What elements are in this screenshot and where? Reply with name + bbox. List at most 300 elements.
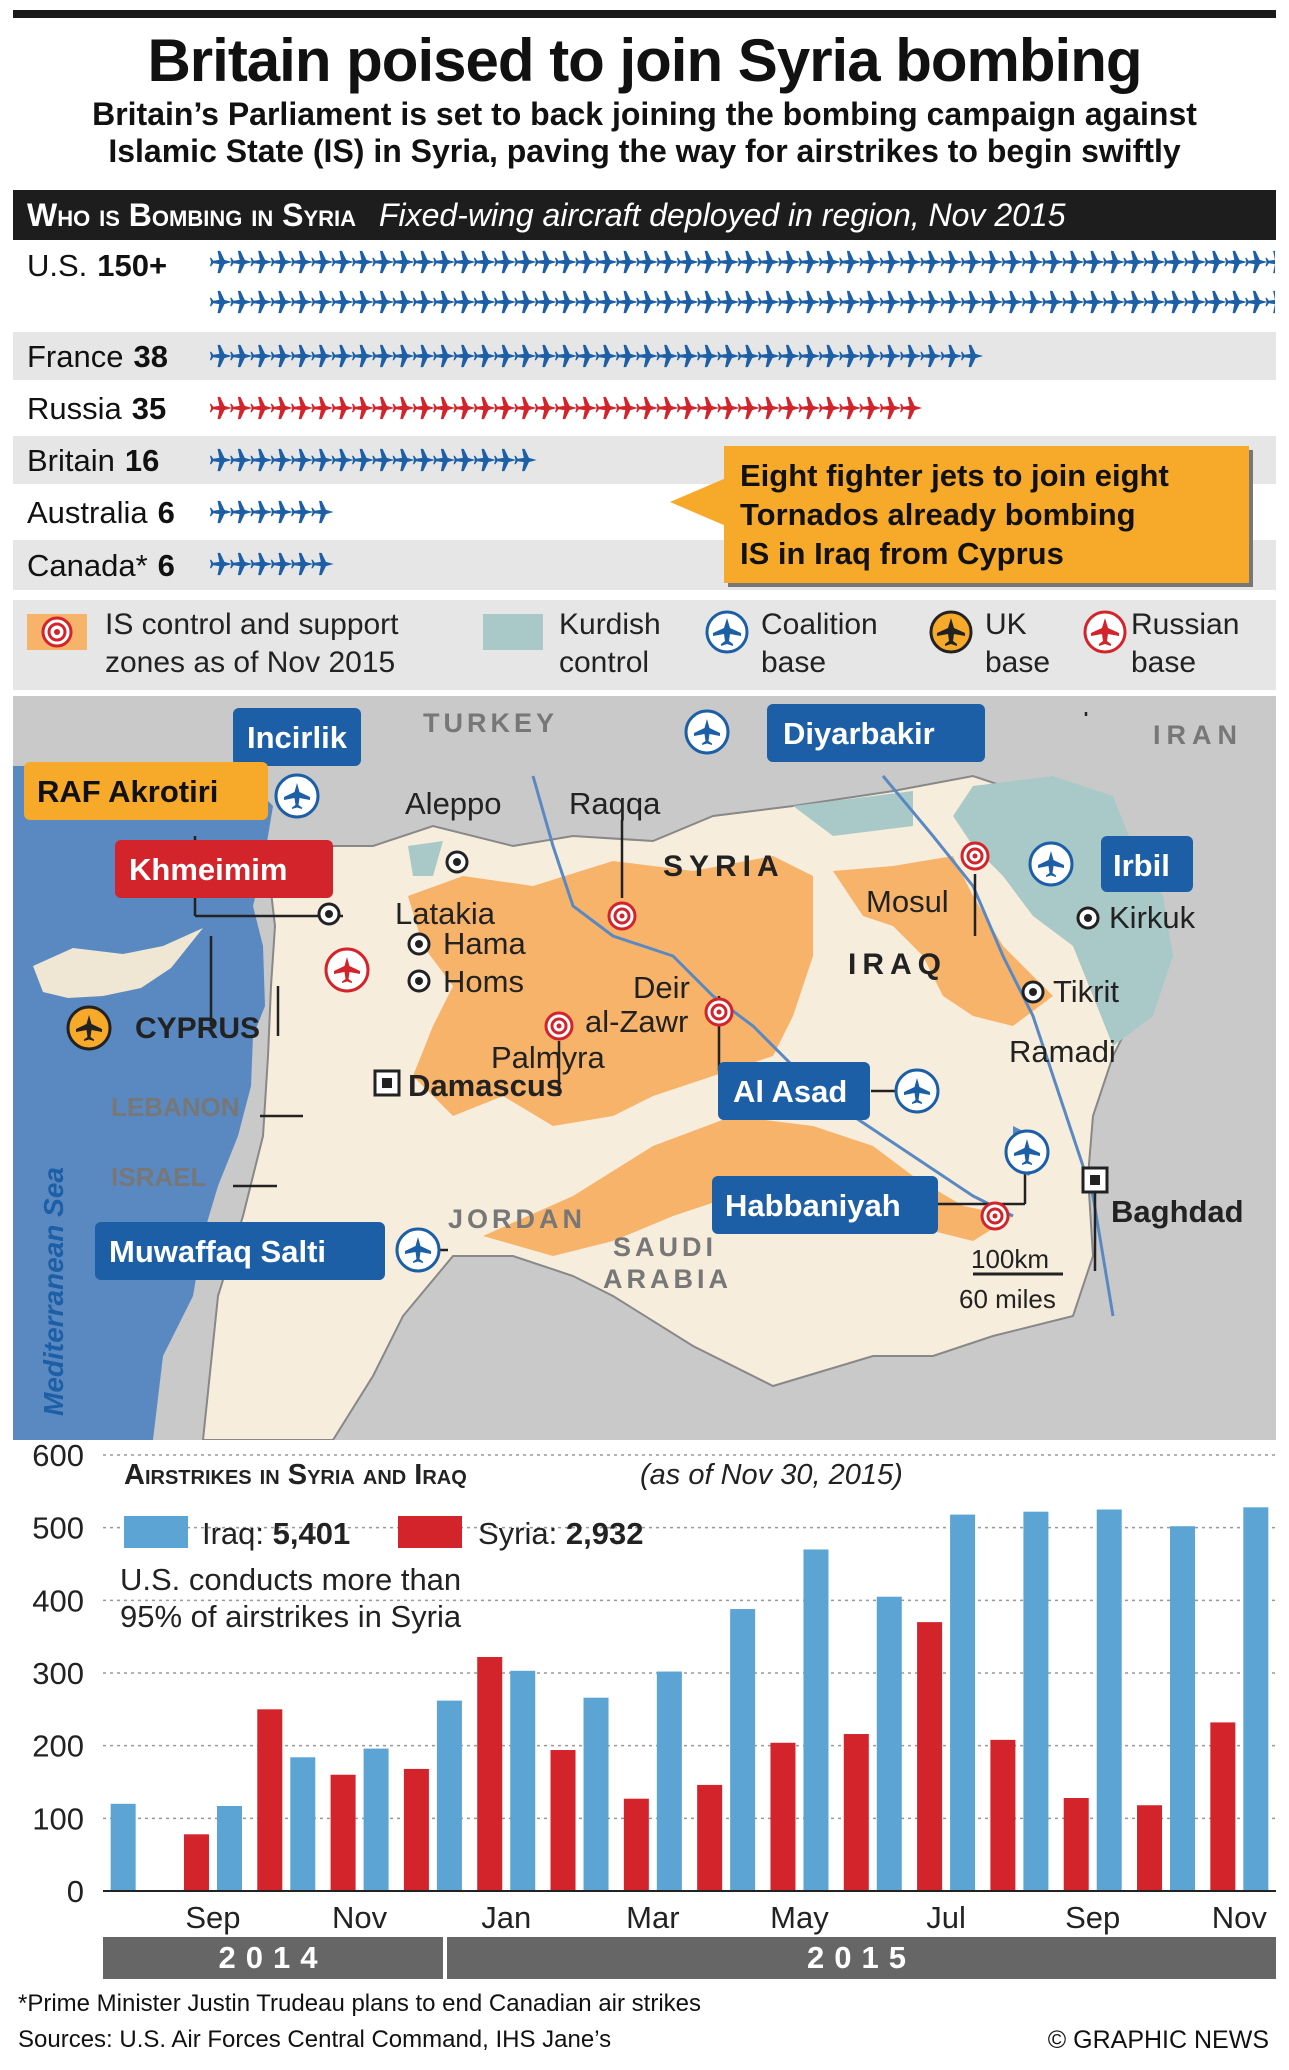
aircraft-icon [717, 251, 739, 273]
aircraft-icon [859, 345, 881, 367]
aircraft-icon [596, 397, 618, 419]
syria-bar [551, 1750, 576, 1891]
legend-is-line-2: zones as of Nov 2015 [105, 646, 396, 679]
aircraft-icon [799, 345, 821, 367]
city-baghdad: Baghdad [1111, 1194, 1244, 1229]
aircraft-icon [717, 397, 739, 419]
aircraft-icon [799, 291, 821, 313]
aircraft-icon [636, 345, 658, 367]
aircraft-icon [393, 449, 415, 471]
aircraft-icon [920, 345, 942, 367]
aircraft-icon [474, 291, 496, 313]
aircraft-icon [474, 449, 496, 471]
aircraft-icon [656, 291, 678, 313]
aircraft-icon [738, 397, 760, 419]
aircraft-icon [393, 291, 415, 313]
syria-bar [477, 1657, 502, 1891]
iraq-bar [437, 1701, 462, 1891]
aircraft-icon [514, 345, 536, 367]
aircraft-icon [1042, 251, 1064, 273]
aircraft-icon [250, 345, 272, 367]
aircraft-icon [636, 251, 658, 273]
city-deir: Deir [633, 970, 690, 1005]
aircraft-icon [819, 251, 841, 273]
aircraft-icon [941, 345, 963, 367]
aircraft-icon [616, 251, 638, 273]
aircraft-section-title: Who is Bombing in Syria [27, 197, 357, 233]
aircraft-icon [697, 397, 719, 419]
aircraft-icon [1265, 291, 1275, 313]
aircraft-icon [920, 251, 942, 273]
aircraft-icon [271, 251, 293, 273]
aircraft-icon [311, 291, 333, 313]
aircraft-icon [393, 345, 415, 367]
legend-coalition-line-1: Coalition [761, 608, 878, 641]
city-ramadi: Ramadi [1009, 1034, 1116, 1069]
row-france [13, 332, 1276, 382]
aircraft-icon [900, 291, 922, 313]
aircraft-icon [738, 345, 760, 367]
syria-bar [331, 1775, 356, 1891]
aircraft-icon [230, 553, 252, 575]
country-iraq: IRAQ [848, 948, 947, 981]
aircraft-icon [596, 251, 618, 273]
city-kirkuk: Kirkuk [1109, 900, 1196, 935]
legend-uk-line-1: UK [985, 608, 1027, 641]
y-tick-label: 200 [32, 1728, 84, 1764]
jet-icons-france [209, 332, 1275, 382]
legend-kurdish-line-1: Kurdish [559, 608, 661, 641]
aircraft-icon [880, 291, 902, 313]
aircraft-icon [1144, 251, 1166, 273]
syria-bar [844, 1734, 869, 1891]
aircraft-icon [311, 501, 333, 523]
aircraft-icon [271, 501, 293, 523]
y-tick-label: 400 [32, 1583, 84, 1619]
aircraft-icon [271, 449, 293, 471]
coalition-base-icon [1030, 843, 1072, 885]
footnote-canada: *Prime Minister Justin Trudeau plans to end Canadian air strikes [18, 1990, 701, 2017]
aircraft-icon [596, 345, 618, 367]
aircraft-icon [839, 291, 861, 313]
aircraft-icon [981, 251, 1003, 273]
x-tick-label: Sep [1065, 1900, 1121, 1935]
x-tick-label: Nov [1211, 1900, 1267, 1935]
aircraft-icon [575, 291, 597, 313]
row-russia [13, 384, 1276, 434]
aircraft-icon [1225, 251, 1247, 273]
russian-jet-icon [1083, 610, 1127, 654]
year-band-2015: 2015 [447, 1937, 1276, 1979]
aircraft-icon [250, 291, 272, 313]
aircraft-icon [210, 251, 232, 273]
uk-base-icon [68, 1007, 110, 1049]
jet-icons-russia [209, 384, 1275, 434]
aircraft-icon [1062, 291, 1084, 313]
aircraft-icon [453, 397, 475, 419]
headline: Britain poised to join Syria bombing [147, 27, 1142, 94]
aircraft-icon [677, 251, 699, 273]
aircraft-icon [250, 449, 272, 471]
aircraft-icon [880, 251, 902, 273]
iraq-bar [657, 1672, 682, 1891]
aircraft-icon [230, 291, 252, 313]
aircraft-icon [352, 397, 374, 419]
aircraft-icon [839, 251, 861, 273]
aircraft-icon [575, 251, 597, 273]
aircraft-icon [372, 345, 394, 367]
aircraft-icon [799, 251, 821, 273]
aircraft-icon [453, 449, 475, 471]
aircraft-icon [677, 291, 699, 313]
aircraft-icon [1144, 291, 1166, 313]
aircraft-icon [859, 397, 881, 419]
britain-callout [724, 446, 1249, 583]
chart-subtitle: (as of Nov 30, 2015) [640, 1459, 903, 1491]
aircraft-icon [291, 397, 313, 419]
aircraft-icon [311, 553, 333, 575]
y-tick-label: 500 [32, 1510, 84, 1546]
aircraft-icon [656, 251, 678, 273]
aircraft-icon [1083, 291, 1105, 313]
city-tikrit: Tikrit [1053, 974, 1119, 1009]
aircraft-icon [1103, 251, 1125, 273]
target-icon [27, 614, 87, 650]
aircraft-icon [291, 449, 313, 471]
aircraft-icon [291, 553, 313, 575]
aircraft-icon [271, 345, 293, 367]
aircraft-icon [210, 397, 232, 419]
jet-icons-us [209, 242, 1275, 330]
syria-bar [624, 1799, 649, 1891]
aircraft-icon [1225, 291, 1247, 313]
aircraft-icon [372, 251, 394, 273]
aircraft-icon [819, 345, 841, 367]
base-khmeimim: Khmeimim [129, 852, 288, 887]
aircraft-icon [636, 291, 658, 313]
syria-bar [1210, 1722, 1235, 1891]
legend-iraq-swatch [124, 1516, 188, 1548]
aircraft-icon [616, 397, 638, 419]
aircraft-icon [372, 397, 394, 419]
aircraft-icon [311, 449, 333, 471]
aircraft-icon [393, 251, 415, 273]
aircraft-icon [1002, 291, 1024, 313]
aircraft-icon [250, 553, 272, 575]
aircraft-icon [1205, 251, 1227, 273]
legend-is-line-1: IS control and support [105, 608, 399, 641]
legend-syria-label: Syria: 2,932 [478, 1516, 644, 1551]
aircraft-icon [920, 291, 942, 313]
aircraft-icon [1042, 291, 1064, 313]
aircraft-icon [941, 251, 963, 273]
x-tick-label: May [770, 1900, 829, 1935]
iraq-bar [950, 1515, 975, 1891]
y-tick-labels [32, 1440, 84, 1909]
country-lebanon: LEBANON [111, 1092, 240, 1122]
aircraft-icon [291, 501, 313, 523]
y-tick-label: 300 [32, 1656, 84, 1691]
aircraft-icon [535, 291, 557, 313]
syria-bar [404, 1769, 429, 1891]
aircraft-icon [778, 291, 800, 313]
country-jordan: JORDAN [448, 1204, 587, 1234]
syria-bar [990, 1740, 1015, 1891]
top-rule [13, 10, 1276, 18]
aircraft-section-subtitle: Fixed-wing aircraft deployed in region, Nov 2015 [378, 197, 1066, 233]
aircraft-icon [1022, 291, 1044, 313]
aircraft-icon [859, 251, 881, 273]
aircraft-icon [555, 345, 577, 367]
iraq-bar [290, 1757, 315, 1891]
aircraft-icon [291, 345, 313, 367]
aircraft-icon [778, 251, 800, 273]
row-us [13, 242, 1276, 330]
iraq-bar [803, 1549, 828, 1891]
aircraft-icon [758, 291, 780, 313]
x-tick-label: Mar [626, 1900, 680, 1935]
coalition-base-icon [686, 711, 728, 753]
graphic-news-credit: © GRAPHIC NEWS [1047, 2026, 1269, 2054]
callout-line-3: IS in Iraq from Cyprus [740, 536, 1064, 571]
country-label: France 38 [27, 339, 168, 374]
aircraft-icon [433, 449, 455, 471]
country-label: Russia 35 [27, 391, 167, 426]
syria-bar [1137, 1805, 1162, 1891]
aircraft-icon [271, 291, 293, 313]
uk-jet-icon [929, 610, 973, 654]
aircraft-icon [433, 397, 455, 419]
aircraft-icon [210, 345, 232, 367]
aircraft-icon [291, 251, 313, 273]
legend-russian-line-1: Russian [1131, 608, 1240, 641]
aircraft-icon [453, 291, 475, 313]
country-label: Australia 6 [27, 495, 175, 530]
subhead-line-1: Britain’s Parliament is set to back joining the bombing campaign against [92, 96, 1197, 132]
aircraft-icon [555, 251, 577, 273]
aircraft-icon [372, 449, 394, 471]
syria-bar [257, 1709, 282, 1891]
country-cyprus: CYPRUS [135, 1012, 261, 1045]
aircraft-icon [900, 251, 922, 273]
aircraft-icon [656, 345, 678, 367]
iraq-bar [1243, 1507, 1268, 1891]
aircraft-icon [555, 397, 577, 419]
aircraft-icon [210, 501, 232, 523]
aircraft-icon [535, 397, 557, 419]
aircraft-icon [352, 251, 374, 273]
aircraft-icon [799, 397, 821, 419]
coalition-base-icon [397, 1229, 439, 1271]
syria-bar [1064, 1798, 1089, 1891]
country-label: Canada* 6 [27, 548, 175, 583]
aircraft-icon [697, 345, 719, 367]
aircraft-icon [332, 251, 354, 273]
aircraft-icon [433, 345, 455, 367]
aircraft-icon [880, 397, 902, 419]
coalition-base-icon [276, 775, 318, 817]
aircraft-icon [250, 251, 272, 273]
base-diyarbakir: Diyarbakir [783, 716, 935, 751]
callout-line-1: Eight fighter jets to join eight [740, 458, 1169, 493]
aircraft-icon [1083, 251, 1105, 273]
aircraft-icon [1123, 251, 1145, 273]
chart-title: Airstrikes in Syria and Iraq [124, 1459, 467, 1491]
aircraft-icon [311, 251, 333, 273]
aircraft-icon [514, 291, 536, 313]
aircraft-icon [372, 291, 394, 313]
map-legend [13, 600, 1276, 690]
aircraft-icon [961, 291, 983, 313]
aircraft-icon [1184, 291, 1206, 313]
x-tick-labels [185, 1900, 1267, 1935]
aircraft-icon [1184, 251, 1206, 273]
coalition-base-icon [1006, 1131, 1048, 1173]
aircraft-icon [210, 449, 232, 471]
aircraft-icon [738, 291, 760, 313]
aircraft-icon [474, 397, 496, 419]
aircraft-icon [616, 345, 638, 367]
aircraft-icon [859, 291, 881, 313]
chart-note-line-1: U.S. conducts more than [120, 1562, 462, 1597]
aircraft-icon [514, 251, 536, 273]
kurdish-swatch [483, 614, 543, 650]
syria-bar [697, 1785, 722, 1891]
country-label: U.S. 150+ [27, 248, 168, 283]
aircraft-icon [352, 291, 374, 313]
aircraft-icon [230, 345, 252, 367]
aircraft-icon [677, 397, 699, 419]
legend-syria-swatch [398, 1516, 462, 1548]
aircraft-icon [778, 397, 800, 419]
iraq-bar [1170, 1526, 1195, 1891]
aircraft-icon [677, 345, 699, 367]
country-saudi: SAUDI [613, 1232, 718, 1262]
aircraft-icon [332, 449, 354, 471]
aircraft-icon [230, 501, 252, 523]
aircraft-icon [555, 291, 577, 313]
aircraft-icon [311, 397, 333, 419]
aircraft-icon [413, 291, 435, 313]
aircraft-icon [758, 397, 780, 419]
x-tick-label: Jan [481, 1900, 532, 1935]
airstrikes-chart [0, 1440, 1289, 1980]
aircraft-icon [819, 291, 841, 313]
iraq-bar [1097, 1510, 1122, 1892]
aircraft-icon [738, 251, 760, 273]
aircraft-icon [575, 397, 597, 419]
aircraft-icon [1265, 251, 1275, 273]
aircraft-icon [311, 345, 333, 367]
aircraft-icon [1164, 291, 1186, 313]
aircraft-icon [981, 291, 1003, 313]
legend-uk-line-2: base [985, 646, 1051, 679]
aircraft-icon [210, 553, 232, 575]
aircraft-icon [819, 397, 841, 419]
country-iran: IRAN [1153, 720, 1243, 750]
aircraft-icon [352, 449, 374, 471]
country-syria: SYRIA [663, 850, 785, 883]
city-mosul: Mosul [866, 884, 949, 919]
coalition-base-icon [896, 1070, 938, 1112]
iraq-bar [584, 1698, 609, 1891]
aircraft-icon [758, 345, 780, 367]
y-tick-label: 600 [32, 1440, 84, 1473]
aircraft-icon [1164, 251, 1186, 273]
aircraft-icon [778, 345, 800, 367]
base-muwaffaq-salti: Muwaffaq Salti [109, 1234, 327, 1269]
city-alzawr: al-Zawr [585, 1004, 689, 1039]
iraq-bar [510, 1671, 535, 1891]
aircraft-icon [514, 449, 536, 471]
aircraft-icon [1205, 291, 1227, 313]
aircraft-icon [230, 397, 252, 419]
aircraft-icon [616, 291, 638, 313]
aircraft-icon [474, 251, 496, 273]
country-label: Britain 16 [27, 443, 160, 478]
aircraft-icon [352, 345, 374, 367]
year-band-2014: 2014 [103, 1937, 443, 1979]
y-tick-label: 100 [32, 1801, 84, 1837]
aircraft-icon [717, 345, 739, 367]
scale-miles: 60 miles [959, 1284, 1056, 1314]
city-damascus: Damascus [408, 1068, 564, 1103]
city-palmyra: Palmyra [491, 1040, 605, 1075]
russian-base-icon [326, 949, 368, 991]
y-tick-label: 0 [66, 1874, 84, 1909]
aircraft-icon [880, 345, 902, 367]
scale-km: 100km [971, 1244, 1050, 1274]
city-latakia: Latakia [395, 896, 495, 931]
aircraft-icon [697, 251, 719, 273]
aircraft-icon [494, 291, 516, 313]
aircraft-icon [413, 397, 435, 419]
x-tick-label: Jul [926, 1900, 966, 1935]
aircraft-icon [514, 397, 536, 419]
iraq-bar [111, 1804, 136, 1891]
country-turkey: TURKEY [423, 708, 559, 738]
aircraft-icon [961, 251, 983, 273]
sea-label: Mediterranean Sea [38, 1167, 69, 1416]
city-homs: Homs [443, 964, 524, 999]
syria-bar [917, 1622, 942, 1891]
aircraft-icon [535, 345, 557, 367]
aircraft-icon [717, 291, 739, 313]
x-tick-label: Nov [332, 1900, 388, 1935]
iraq-bar [730, 1609, 755, 1891]
aircraft-icon [271, 397, 293, 419]
aircraft-icon [494, 397, 516, 419]
base-akrotiri: RAF Akrotiri [37, 774, 219, 809]
base-irbil: Irbil [1113, 848, 1170, 883]
aircraft-icon [636, 397, 658, 419]
aircraft-icon [250, 397, 272, 419]
aircraft-icon [596, 291, 618, 313]
aircraft-icon [494, 251, 516, 273]
coalition-jet-icon [705, 610, 749, 654]
aircraft-icon [1245, 291, 1267, 313]
aircraft-icon [1123, 291, 1145, 313]
aircraft-icon [758, 251, 780, 273]
aircraft-icon [230, 251, 252, 273]
aircraft-icon [433, 251, 455, 273]
aircraft-icon [474, 345, 496, 367]
aircraft-icon [332, 291, 354, 313]
subhead-line-2: Islamic State (IS) in Syria, paving the way for airstrikes to begin swiftly [108, 133, 1181, 169]
aircraft-icon [250, 501, 272, 523]
aircraft-icon [1103, 291, 1125, 313]
aircraft-icon [453, 251, 475, 273]
